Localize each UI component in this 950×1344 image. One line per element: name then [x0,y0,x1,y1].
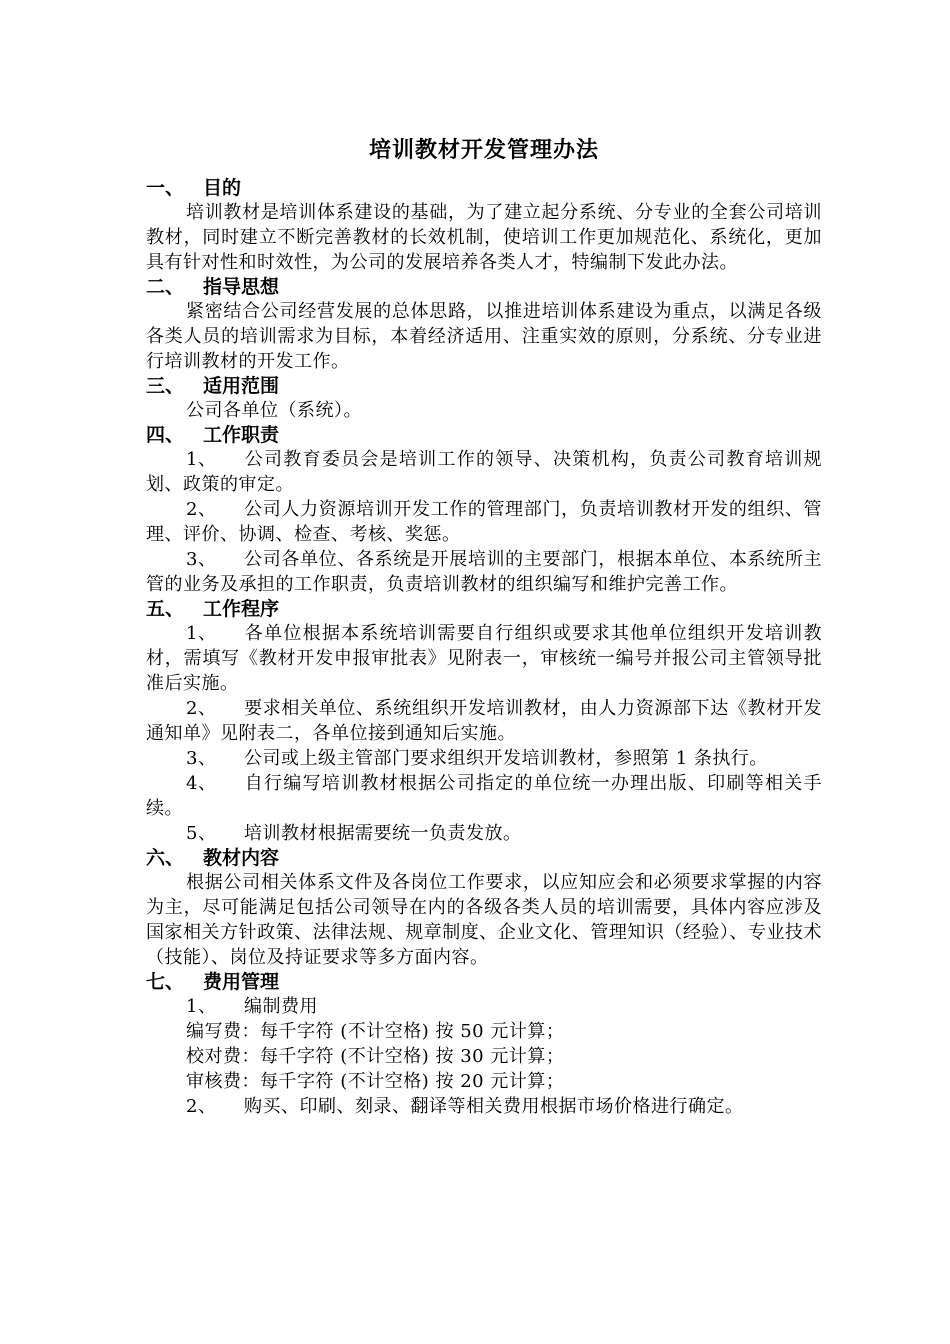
section-number: 四、 [146,424,185,446]
document-page [146,136,822,1119]
section-number: 七、 [146,971,185,993]
fee-line-proofreading: 校对费：每千字符 (不计空格) 按 30 元计算； [186,1046,565,1067]
item-number: 3、 [186,748,217,769]
section-number: 三、 [146,375,185,397]
section-heading [146,970,822,994]
fee-line-writing: 编写费：每千字符 (不计空格) 按 50 元计算； [186,1021,565,1042]
item-number: 1、 [186,449,217,470]
section-title: 适用范围 [203,375,280,397]
fee-line-review: 审核费：每千字符 (不计空格) 按 20 元计算； [186,1071,565,1092]
item-text: 各单位根据本系统培训需要自行组织或要求其他单位组织开发培训教材，需填写《教材开发申报审批表》见附表一，审核统一编号并报公司主管领导批准后实施。 [146,623,822,694]
section-heading [146,846,822,870]
item-text: 公司人力资源培训开发工作的管理部门，负责培训教材开发的组织、管理、评价、协调、检查、考核、奖惩。 [146,499,822,545]
section-procedure [146,597,822,846]
item-number: 1、 [186,623,217,644]
section-title: 教材内容 [203,847,280,869]
section-paragraph: 紧密结合公司经营发展的总体思路，以推进培训体系建设为重点，以满足各级各类人员的培训需求为目标，本着经济适用、注重实效的原则，分系统、分专业进行培训教材的开发工作。 [146,301,822,372]
list-item [146,746,822,771]
list-item [146,621,822,696]
section-paragraph: 培训教材是培训体系建设的基础，为了建立起分系统、分专业的全套公司培训教材，同时建立不断完善教材的长效机制，使培训工作更加规范化、系统化，更加具有针对性和时效性，为公司的发展培养各类人才，特编制下发此办法。 [146,202,822,273]
item-text: 公司各单位、各系统是开展培训的主要部门，根据本单位、本系统所主管的业务及承担的工作职责，负责培训教材的组织编写和维护完善工作。 [146,549,822,595]
list-item [146,696,822,746]
section-cost-management [146,970,822,1119]
list-item [146,821,822,846]
item-text: 要求相关单位、系统组织开发培训教材，由人力资源部下达《教材开发通知单》见附表二，各单位接到通知后实施。 [146,698,822,744]
section-title: 指导思想 [203,276,280,298]
item-text: 公司或上级主管部门要求组织开发培训教材，参照第 1 条执行。 [244,748,768,769]
section-title: 工作程序 [203,598,280,620]
item-number: 3、 [186,549,217,570]
section-title: 费用管理 [203,971,280,993]
item-text: 公司教育委员会是培训工作的领导、决策机构，负责公司教育培训规划、政策的审定。 [146,449,822,495]
list-item [146,1094,822,1119]
item-number: 4、 [186,773,217,794]
section-purpose [146,176,822,275]
section-paragraph: 公司各单位（系统）。 [186,400,362,421]
item-text: 购买、印刷、刻录、翻译等相关费用根据市场价格进行确定。 [244,1096,744,1117]
item-number: 1、 [186,996,217,1017]
section-title: 目的 [203,177,242,199]
list-item [146,547,822,597]
section-heading [146,423,822,447]
section-heading [146,597,822,621]
section-number: 一、 [146,177,185,199]
section-scope [146,374,822,423]
section-number: 五、 [146,598,185,620]
document-title: 培训教材开发管理办法 [368,137,599,163]
list-item [146,497,822,547]
item-text: 编制费用 [244,996,318,1017]
item-number: 2、 [186,499,217,520]
item-text: 自行编写培训教材根据公司指定的单位统一办理出版、印刷等相关手续。 [146,773,822,819]
item-number: 2、 [186,698,217,719]
section-title: 工作职责 [203,424,280,446]
item-number: 5、 [186,823,217,844]
section-number: 二、 [146,276,185,298]
item-number: 2、 [186,1096,217,1117]
section-heading [146,374,822,398]
section-content [146,846,822,970]
section-paragraph: 根据公司相关体系文件及各岗位工作要求，以应知应会和必须要求掌握的内容为主，尽可能满足包括公司领导在内的各级各类人员的培训需要，具体内容应涉及国家相关方针政策、法律法规、规章制度、企业文化、管理知识（经验）、专业技术（技能）、岗位及持证要求等多方面内容。 [146,872,822,968]
section-heading [146,176,822,200]
section-heading [146,275,822,299]
section-guiding-principle [146,275,822,374]
list-item [146,771,822,821]
item-text: 培训教材根据需要统一负责发放。 [244,823,522,844]
section-number: 六、 [146,847,185,869]
list-item [146,447,822,497]
list-item [146,994,822,1019]
section-responsibilities [146,423,822,597]
